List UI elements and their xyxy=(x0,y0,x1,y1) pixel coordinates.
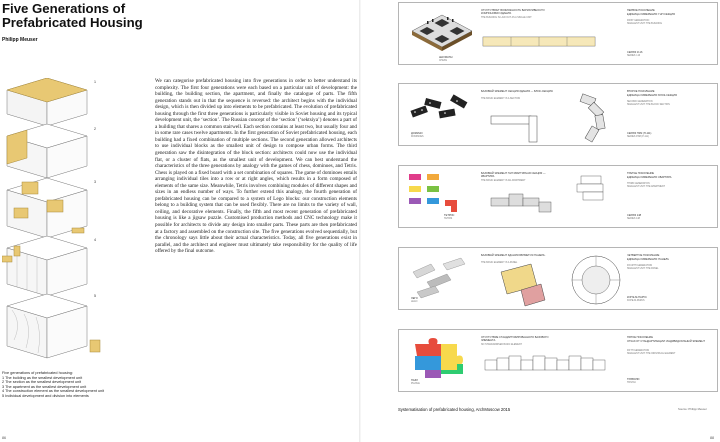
game-label-en-1: CHESS xyxy=(439,60,447,62)
series-en-4: KOPE-M-PARUS xyxy=(627,300,645,302)
row-desc-5: ОТСУТСТВИЕ СТАНДАРТИЗИРОВАННОГО БАЗОВОГО ЭЛЕМЕНТА. xyxy=(481,336,549,343)
unit-en-3: SMALLEST UNIT: THE APARTMENT xyxy=(627,186,665,188)
gen-en-2: SECOND GENERATION xyxy=(627,101,653,103)
stage-number-1: 1 xyxy=(94,80,96,84)
plan-diagram-5 xyxy=(481,332,621,392)
unit-ru-4: ЕДИНИЦА ИЗМЕРЕНИЯ: ПАНЕЛЬ xyxy=(627,258,669,261)
series-en-2: SERIES P3M (P-111) xyxy=(627,136,649,138)
tetris-image xyxy=(405,170,475,225)
page-number-left: 86 xyxy=(2,436,6,440)
row-desc-1: ОТСУТСТВУЕТ ВОЗМОЖНОСТЬ ВАРИАТИВНОСТИ КОМПОНОВКИ ЗДАНИЯ. xyxy=(481,9,545,16)
generation-row-3 xyxy=(398,165,718,228)
series-3: СЕРИЯ 148 xyxy=(627,214,642,217)
game-label-en-5: PUZZLE xyxy=(411,383,420,385)
page-number-right: 88 xyxy=(710,436,714,440)
series-5: ТРИВОЛИ xyxy=(627,378,640,381)
plan-diagram-3 xyxy=(481,168,621,228)
captions xyxy=(2,371,152,399)
game-label-5: ПАЗЛ xyxy=(411,379,418,382)
gen-ru-2: ВТОРОЕ ПОКОЛЕНИЕ xyxy=(627,90,655,93)
row-desc-en-2: THE BASIC ELEMENT IS A SECTION xyxy=(481,98,521,100)
caption-1: 1 The building as the smallest development unit xyxy=(2,375,83,380)
series-2: СЕРИЯ П3М (П-111) xyxy=(627,132,652,135)
page-title: Five Generations of Prefabricated Housing xyxy=(2,1,143,30)
series-1: СЕРИЯ И-16 xyxy=(627,51,643,54)
caption-2: 2 The section as the smallest development unit xyxy=(2,380,82,385)
author-name: Philipp Meuser xyxy=(2,37,38,43)
unit-ru-1: ЕДИНИЦА ИЗМЕРЕНИЯ: ГНП СЕКЦИЯ xyxy=(627,13,675,16)
gen-en-1: FIRST GENERATION xyxy=(627,20,650,22)
game-label-3: ТЕТРИС xyxy=(444,214,455,217)
caption-4: 4 The construction element as the smallest development unit xyxy=(2,389,105,394)
body-text: We can categorise prefabricated housing into five generations in order to better understand its complexity. The first four generations were each based on a particular unit of development: the building, the building section, the apartment, and finally the catalogue of parts. The fifth generation stands out in that the sequence is reversed: the architect begins with the individual design, which is then divided up into elements to be prefabricated. The evolution of prefabricated housing through the first three generations is particularly visible in Soviet housing and its typical development unit, the ‘section’. The Russian concept of the ‘section’ (‘sektsiya’) denotes a part of a building that shares a common stairwell. Each section contains at least two, but usually four and in some rare cases twelve apartments. In the first generation of Soviet prefabricated housing, each building had a fixed combination of multiple sections. The second generation allowed architects to use individual blocks as the smallest unit of design to compose urban forms. The third generation saw the disintegration of the block section: architects could now use the individual flat, or a cluster of flats, as the smallest unit of development. We can best understand the characteristics of the three generations by analogy with the games of chess, dominoes, and Tetris. Chess is played on a fixed board with a set combination of squares. The game of dominoes entails arranging individual tiles into a row or at right angles, which results in a form composed of elements of the same size. Meanwhile, Tetris involves combining modules of different shapes and sizes in an endless number of ways. To further extend this analogy, the fourth generation of prefabricated housing can be compared to a system of Lego blocks: our construction elements belong to a building system that can be used flexibly. There are no limits to the variety of wall, ceiling, and decorative elements. Finally, the fifth and most recent generation of prefabricated housing is like a jigsaw puzzle. Customised production methods and CNC technology make it possible for architects to divide any design into smaller parts. These parts are then prefabricated at a factory and assembled on the construction site. The five generations evolved sequentially, but the chronology says little about their actual characteristics. Today, all five generations exist in parallel, and the architect and engineer must ultimately take responsibility for the quality of life offered by the final outcome. xyxy=(155,78,357,255)
game-label-4: ЛЕГО xyxy=(411,297,418,300)
unit-ru-3: ЕДИНИЦА ИЗМЕРЕНИЯ: КВАРТИРА xyxy=(627,176,672,179)
gen-ru-4: ЧЕТВЕРТОЕ ПОКОЛЕНИЕ xyxy=(627,254,660,257)
chess-board-image xyxy=(407,7,477,55)
caption-3: 3 The apartment as the smallest development unit xyxy=(2,384,87,389)
plan-diagram-4 xyxy=(481,250,621,310)
row-desc-3: БАЗОВЫЙ ЭЛЕМЕНТ ГНП КВАРТИРНАЯ СЕКЦИЯ — КВАРТИРА. xyxy=(481,172,546,179)
gen-ru-5: ПЯТОЕ ПОКОЛЕНИЕ xyxy=(627,336,653,339)
building-stage-4 xyxy=(2,228,87,296)
row-desc-4: БАЗОВЫЙ ЭЛЕМЕНТ ЗДАНИЯ ЯВЛЯЕТСЯ ПАНЕЛЬ. xyxy=(481,254,546,257)
row-desc-2: БАЗОВЫЙ ЭЛЕМЕНТ СЕКЦИЯ ЗДАНИЯ — БЛОК-СЕКЦИЯ. xyxy=(481,90,554,93)
generation-row-2 xyxy=(398,83,718,146)
game-label-en-2: DOMINOES xyxy=(411,136,424,138)
caption-5: 5 Individual development and division into elements xyxy=(2,393,89,398)
plan-diagram-2 xyxy=(481,86,621,146)
series-en-1: SERIES I-16 xyxy=(627,55,641,57)
unit-en-2: SMALLEST UNIT: THE BLOCK SECTION xyxy=(627,104,670,106)
plan-diagram-1 xyxy=(481,25,601,65)
figure-caption: Systematisation of prefabricated housing, ArchMoscow 2015 xyxy=(398,407,511,412)
row-desc-en-5: NO STANDARDISED BASIC ELEMENT xyxy=(481,344,522,346)
unit-ru-2: ЕДИНИЦА ИЗМЕРЕНИЯ: БЛОК-СЕКЦИЯ xyxy=(627,94,677,97)
gen-en-5: FIFTH GENERATION xyxy=(627,350,650,352)
building-stage-5 xyxy=(7,294,100,358)
stage-number-2: 2 xyxy=(94,127,96,131)
prefab-illustration xyxy=(2,78,152,368)
row-desc-en-3: THE BASIC ELEMENT IS AN APARTMENT xyxy=(481,180,526,182)
unit-ru-5: ОТКАЗ ОТ СТАНДАРТИЗАЦИИ: ИНДИВИДУАЛЬНЫЙ ЭЛЕМЕНТ xyxy=(627,340,705,343)
row-desc-en-4: THE BASIC ELEMENT IS A PANEL xyxy=(481,262,518,264)
gen-ru-1: ПЕРВОЕ ПОКОЛЕНИЕ xyxy=(627,9,655,12)
series-4: КОПЭ-М-ПАРУС xyxy=(627,296,647,299)
generation-row-4 xyxy=(398,247,718,310)
gen-en-3: THIRD GENERATION xyxy=(627,183,650,185)
stage-number-4: 4 xyxy=(94,238,96,242)
stage-number-3: 3 xyxy=(94,180,96,184)
game-label-en-4: LEGO xyxy=(411,301,418,303)
series-en-3: SERIES 148 xyxy=(627,218,640,220)
dominoes-image xyxy=(405,88,475,136)
generation-row-1 xyxy=(398,2,718,65)
game-label-2: ДОМИНО xyxy=(411,132,423,135)
row-desc-en-1: THE BUILDING IS LAID OUT AS A SINGLE UNIT xyxy=(481,17,532,19)
figure-source: Source: Philipp Meuser xyxy=(678,407,707,411)
building-stage-1 xyxy=(7,78,87,126)
caption-heading: Five generations of prefabricated housing: xyxy=(2,371,73,375)
stage-number-5: 5 xyxy=(94,294,96,298)
game-label-en-3: TETRIS xyxy=(444,218,453,220)
puzzle-image xyxy=(405,334,475,384)
unit-en-5: SMALLEST UNIT: THE INDIVIDUAL ELEMENT xyxy=(627,353,676,355)
gen-en-4: FOURTH GENERATION xyxy=(627,265,653,267)
building-stage-2 xyxy=(7,124,87,178)
gutter xyxy=(359,0,361,442)
series-en-5: TRIVOLI xyxy=(627,382,636,384)
unit-en-4: SMALLEST UNIT: THE PANEL xyxy=(627,268,659,270)
game-label-1: ШАХМАТЫ xyxy=(439,56,453,59)
gen-ru-3: ТРЕТЬЕ ПОКОЛЕНИЕ xyxy=(627,172,655,175)
unit-en-1: SMALLEST UNIT: THE BUILDING xyxy=(627,23,663,25)
generation-row-5 xyxy=(398,329,718,392)
